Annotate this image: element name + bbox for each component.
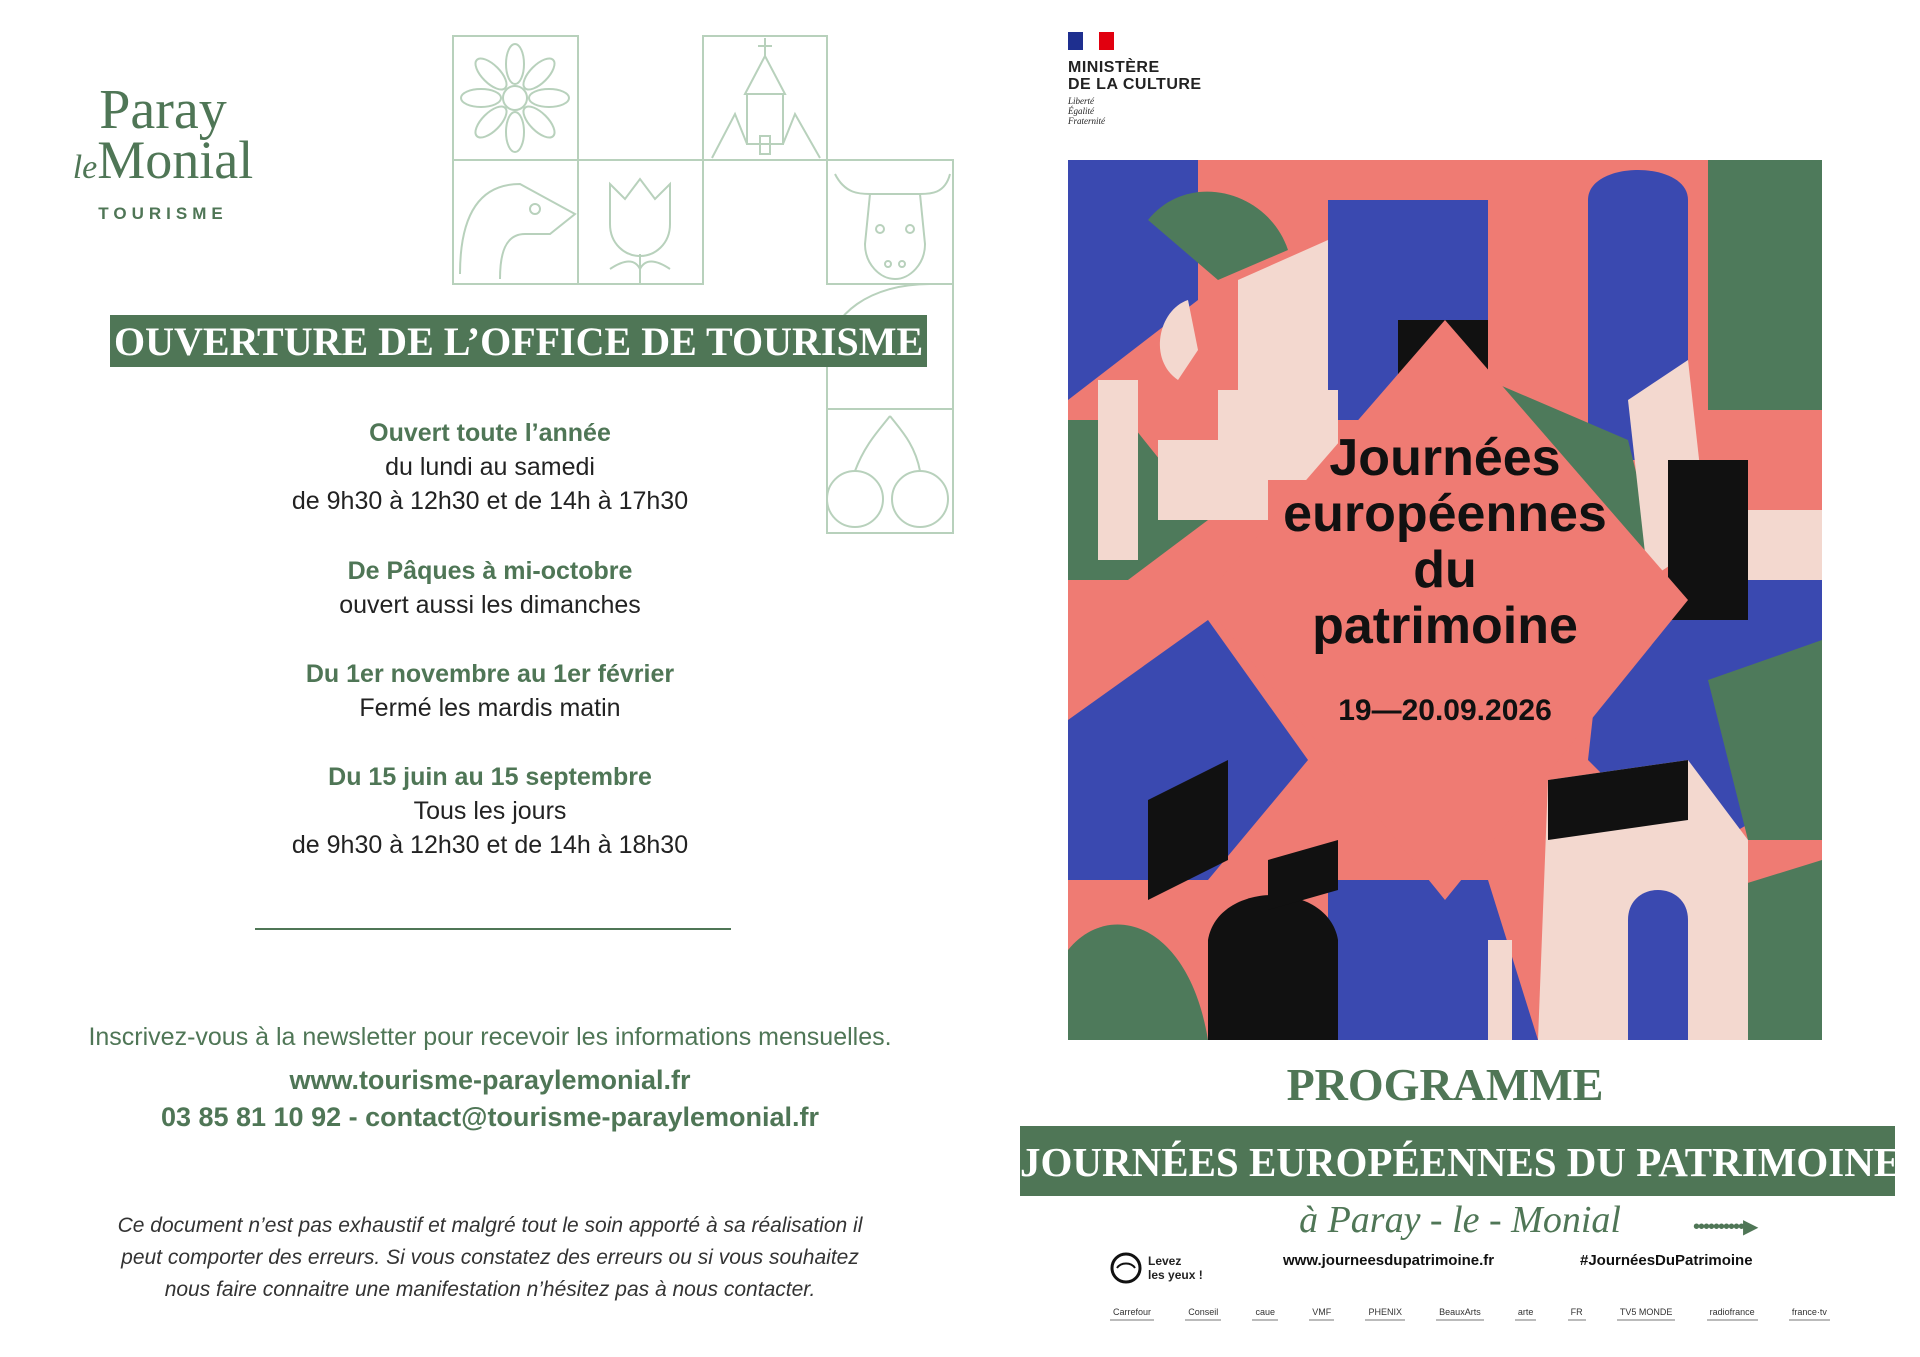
partner-logo: france·tv <box>1789 1305 1830 1321</box>
partner-logos <box>1110 1305 1830 1321</box>
hours-block-easter <box>200 554 780 622</box>
partner-logo: Carrefour <box>1110 1305 1154 1321</box>
partner-logo: caue <box>1252 1305 1278 1321</box>
french-flag-icon <box>1068 32 1114 50</box>
partner-logo: arte <box>1515 1305 1537 1321</box>
office-opening-banner: OUVERTURE DE L’OFFICE DE TOURISME <box>110 315 927 367</box>
divider-line <box>255 928 731 930</box>
logo-line2: leMonial <box>72 130 254 190</box>
partner-logo: FR <box>1568 1305 1586 1321</box>
poster-title: Journées européennes du patrimoine <box>1283 429 1607 655</box>
hours-line: de 9h30 à 12h30 et de 14h à 17h30 <box>291 487 689 515</box>
hours-block-summer <box>200 760 780 862</box>
hours-block-year <box>200 416 780 518</box>
hours-heading: Ouvert toute l’année <box>369 419 611 447</box>
partner-logo: Conseil <box>1185 1305 1221 1321</box>
disclaimer-text: Ce document n’est pas exhaustif et malgré tout le soin apporté à sa réalisation il peut comporter des erreurs. Si vous constatez des erreurs ou si vous souhaitez nous faire connaitre une manifestation n’hésitez pas à nous contacter. <box>117 1214 863 1301</box>
hours-line: ouvert aussi les dimanches <box>339 591 641 619</box>
hours-line: du lundi au samedi <box>385 453 595 481</box>
hours-line: Tous les jours <box>413 797 567 825</box>
partner-logo: PHENIX <box>1365 1305 1405 1321</box>
cherry-icon <box>827 416 948 527</box>
heritage-website-link[interactable]: www.journeesdupatrimoine.fr <box>1283 1252 1495 1269</box>
heritage-days-banner: JOURNÉES EUROPÉENNES DU PATRIMOINE <box>1020 1126 1895 1196</box>
hours-heading: De Pâques à mi-octobre <box>347 557 633 585</box>
heritage-hashtag: #JournéesDuPatrimoine <box>1580 1252 1753 1269</box>
cow-icon <box>835 174 950 279</box>
tourism-website-link[interactable]: www.tourisme-paraylemonial.fr <box>289 1065 691 1095</box>
contact-info[interactable]: 03 85 81 10 92 - contact@tourisme-paraylemonial.fr <box>160 1102 820 1132</box>
hours-heading: Du 15 juin au 15 septembre <box>328 763 652 791</box>
tulip-icon <box>610 179 670 284</box>
programme-heading: PROGRAMME <box>1286 1059 1604 1110</box>
sheep-icon <box>460 184 575 279</box>
dotted-arrow-icon: ••••••••••▶ <box>1693 1216 1757 1238</box>
hours-heading: Du 1er novembre au 1er février <box>305 660 675 688</box>
levez-les-yeux-logo: Levez les yeux ! <box>1110 1252 1203 1284</box>
partner-logo: radiofrance <box>1707 1305 1758 1321</box>
logo-tourisme: TOURISME <box>98 204 228 223</box>
partner-logo: VMF <box>1309 1305 1334 1321</box>
hours-line: Fermé les mardis matin <box>359 694 621 722</box>
partner-logo: TV5 MONDE <box>1617 1305 1676 1321</box>
poster-date: 19—20.09.2026 <box>1338 694 1552 727</box>
partner-logo: BeauxArts <box>1436 1305 1484 1321</box>
newsletter-text: Inscrivez-vous à la newsletter pour recevoir les informations mensuelles. <box>88 1023 892 1051</box>
hours-line: de 9h30 à 12h30 et de 14h à 18h30 <box>291 831 689 859</box>
location-script-text: à Paray - le - Monial <box>1299 1199 1621 1241</box>
paray-le-monial-logo <box>68 79 258 224</box>
ministere-culture-logo: MINISTÈRE DE LA CULTURE Liberté Égalité Fraternité <box>1068 32 1202 126</box>
eye-circle-icon <box>1110 1252 1142 1284</box>
hours-block-winter <box>200 657 780 725</box>
logo-line1: Paray <box>99 79 227 141</box>
flower-icon <box>461 44 569 152</box>
church-icon <box>712 38 820 158</box>
